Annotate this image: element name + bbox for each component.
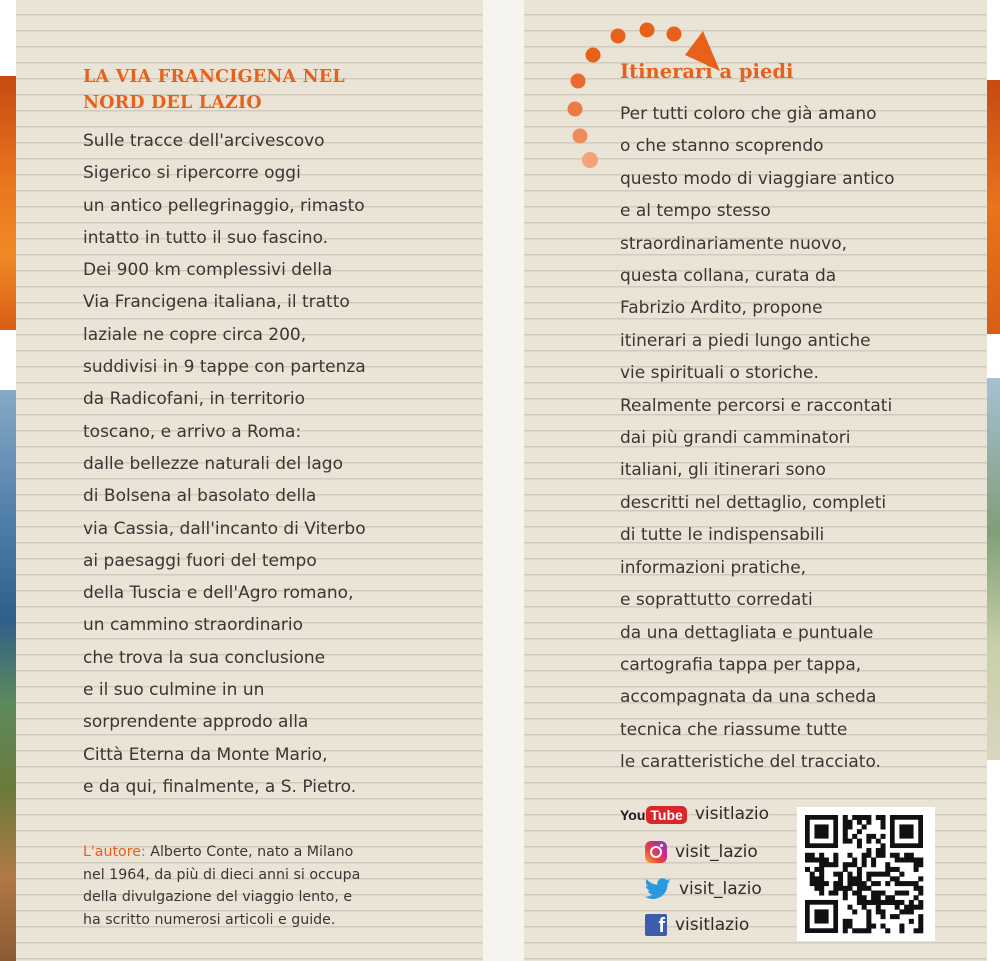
right-body-line: da una dettagliata e puntuale — [620, 622, 874, 643]
left-body-line: Sigerico si ripercorre oggi — [83, 163, 301, 184]
left-body-line: sorprendente approdo alla — [83, 712, 309, 733]
qr-module — [843, 820, 848, 825]
qr-module — [847, 881, 852, 886]
qr-module — [829, 862, 834, 867]
right-body-line: cartografia tappa per tappa, — [620, 654, 862, 675]
qr-module — [881, 843, 886, 848]
qr-module — [857, 872, 862, 877]
qr-module — [866, 815, 871, 820]
qr-module — [833, 853, 838, 858]
right-body-line: le caratteristiche del tracciato. — [620, 752, 881, 773]
right-body-line: Per tutti coloro che già amano — [620, 104, 877, 124]
logo-dot — [573, 129, 588, 144]
qr-module — [847, 905, 852, 910]
qr-module — [819, 853, 824, 858]
qr-module — [904, 891, 909, 896]
qr-module — [866, 886, 871, 891]
qr-module — [881, 820, 886, 825]
qr-module — [857, 820, 862, 825]
qr-module — [814, 857, 819, 862]
qr-module — [843, 824, 848, 829]
qr-module — [895, 905, 900, 910]
qr-module — [838, 876, 843, 881]
qr-module — [881, 853, 886, 858]
qr-module — [866, 853, 871, 858]
instagram-icon — [645, 841, 667, 863]
right-body-line: vie spirituali o storiche. — [620, 363, 819, 384]
qr-module — [857, 881, 862, 886]
qr-module — [843, 895, 848, 900]
edge-white-band-right — [987, 334, 1000, 378]
qr-module — [833, 881, 838, 886]
author-line: ha scritto numerosi articoli e guide. — [83, 911, 336, 928]
qr-module — [852, 881, 857, 886]
right-body-line: descritti nel dettaglio, completi — [620, 492, 887, 513]
right-body-line: straordinariamente nuovo, — [620, 233, 847, 254]
qr-module — [876, 900, 881, 905]
facebook-link[interactable] — [645, 914, 749, 936]
qr-module — [895, 881, 900, 886]
left-body-line: un antico pellegrinaggio, rimasto — [83, 195, 365, 216]
qr-module — [866, 839, 871, 844]
qr-module — [876, 891, 881, 896]
qr-module — [881, 848, 886, 853]
qr-module — [838, 872, 843, 877]
author-name-text: Alberto Conte, nato a Milano — [145, 844, 354, 860]
qr-module — [819, 876, 824, 881]
qr-module — [871, 924, 876, 929]
qr-module — [847, 862, 852, 867]
qr-module — [885, 872, 890, 877]
qr-module — [914, 857, 919, 862]
qr-module — [852, 891, 857, 896]
qr-module — [857, 886, 862, 891]
youtube-link[interactable] — [620, 804, 769, 824]
qr-module — [852, 862, 857, 867]
qr-module — [824, 862, 829, 867]
left-body-line: dalle bellezze naturali del lago — [83, 453, 343, 474]
qr-module — [885, 928, 890, 933]
qr-module — [847, 853, 852, 858]
qr-module — [819, 886, 824, 891]
twitter-handle: visit_lazio — [679, 879, 762, 899]
qr-module — [862, 928, 867, 933]
qr-module — [862, 900, 867, 905]
left-body-line: della Tuscia e dell'Agro romano, — [83, 583, 354, 604]
left-body-line: laziale ne copre circa 200, — [83, 324, 307, 345]
left-body-line: e da qui, finalmente, a S. Pietro. — [83, 776, 357, 797]
qr-module — [866, 876, 871, 881]
left-body-line: che trova la sua conclusione — [83, 647, 326, 668]
qr-module — [881, 924, 886, 929]
qr-module — [819, 881, 824, 886]
qr-module — [838, 881, 843, 886]
logo-dot — [568, 102, 583, 117]
left-body-line: intatto in tutto il suo fascino. — [83, 227, 329, 248]
qr-module — [862, 857, 867, 862]
qr-module — [899, 857, 904, 862]
qr-module — [862, 815, 867, 820]
left-body-line: toscano, e arrivo a Roma: — [83, 421, 302, 442]
qr-module — [885, 867, 890, 872]
right-body-line: o che stanno scoprendo — [620, 136, 824, 157]
facebook-handle: visitlazio — [675, 915, 750, 935]
qr-finder — [899, 824, 913, 838]
qr-module — [899, 900, 904, 905]
left-title — [83, 64, 443, 116]
qr-module — [810, 872, 815, 877]
qr-module — [819, 857, 824, 862]
right-body-line: e al tempo stesso — [620, 201, 771, 222]
edge-photo-orange — [0, 76, 16, 330]
qr-module — [871, 881, 876, 886]
qr-module — [895, 853, 900, 858]
qr-module — [918, 857, 923, 862]
qr-code[interactable] — [797, 807, 935, 941]
qr-module — [871, 834, 876, 839]
right-body-line: Fabrizio Ardito, propone — [620, 298, 823, 319]
qr-module — [819, 891, 824, 896]
qr-module — [852, 857, 857, 862]
qr-module — [914, 867, 919, 872]
qr-module — [881, 834, 886, 839]
qr-module — [810, 857, 815, 862]
right-body-line: di tutte le indispensabili — [620, 525, 825, 546]
author-bio — [83, 841, 463, 931]
qr-module — [819, 862, 824, 867]
qr-module — [914, 886, 919, 891]
qr-module — [918, 886, 923, 891]
edge-map-right — [987, 378, 1000, 760]
qr-finder — [814, 824, 828, 838]
right-body-line: tecnica che riassume tutte — [620, 719, 848, 740]
qr-module — [881, 909, 886, 914]
qr-module — [857, 928, 862, 933]
author-label: L'autore: — [83, 844, 146, 860]
qr-module — [918, 900, 923, 905]
qr-module — [847, 820, 852, 825]
qr-module — [866, 914, 871, 919]
qr-module — [824, 857, 829, 862]
qr-module — [866, 820, 871, 825]
left-title-line: LA VIA FRANCIGENA NEL — [83, 67, 345, 87]
left-body-line: di Bolsena al basolato della — [83, 486, 317, 507]
author-line: della divulgazione del viaggio lento, e — [83, 889, 353, 905]
logo-dot — [582, 152, 598, 168]
qr-module — [904, 905, 909, 910]
left-body-line: da Radicofani, in territorio — [83, 389, 306, 410]
left-body-line: via Cassia, dall'incanto di Viterbo — [83, 518, 366, 539]
qr-module — [866, 924, 871, 929]
right-body-line: itinerari a piedi lungo antiche — [620, 330, 871, 351]
qr-module — [866, 928, 871, 933]
qr-module — [904, 857, 909, 862]
qr-module — [862, 881, 867, 886]
qr-module — [814, 867, 819, 872]
qr-module — [847, 924, 852, 929]
qr-module — [918, 905, 923, 910]
qr-module — [909, 909, 914, 914]
qr-module — [871, 891, 876, 896]
right-body-line: questa collana, curata da — [620, 266, 837, 287]
qr-module — [843, 924, 848, 929]
qr-module — [885, 895, 890, 900]
qr-module — [862, 895, 867, 900]
right-title: Itinerari a piedi — [620, 60, 794, 83]
qr-module — [890, 914, 895, 919]
author-line — [83, 841, 463, 864]
logo-dot — [586, 48, 601, 63]
qr-module — [814, 876, 819, 881]
qr-module — [843, 834, 848, 839]
qr-module — [866, 834, 871, 839]
logo-dot — [640, 23, 655, 38]
left-body-line: e il suo culmine in un — [83, 680, 265, 701]
qr-module — [847, 872, 852, 877]
qr-module — [829, 891, 834, 896]
qr-module — [904, 881, 909, 886]
left-body-line: suddivisi in 9 tappe con partenza — [83, 357, 366, 378]
qr-module — [866, 919, 871, 924]
qr-module — [810, 881, 815, 886]
qr-module — [899, 909, 904, 914]
qr-module — [890, 876, 895, 881]
qr-module — [918, 928, 923, 933]
qr-module — [871, 857, 876, 862]
qr-module — [843, 891, 848, 896]
qr-module — [899, 928, 904, 933]
qr-module — [857, 839, 862, 844]
youtube-handle: visitlazio — [694, 804, 770, 824]
qr-module — [857, 867, 862, 872]
qr-module — [833, 872, 838, 877]
qr-module — [914, 928, 919, 933]
right-body-line: dai più grandi camminatori — [620, 428, 851, 449]
qr-module — [862, 886, 867, 891]
qr-module — [909, 853, 914, 858]
qr-module — [843, 919, 848, 924]
right-body-line: e soprattutto corredati — [620, 590, 813, 611]
qr-module — [814, 886, 819, 891]
qr-module — [843, 862, 848, 867]
qr-module — [904, 853, 909, 858]
qr-module — [876, 909, 881, 914]
qr-module — [805, 857, 810, 862]
qr-module — [843, 829, 848, 834]
qr-module — [876, 872, 881, 877]
qr-module — [914, 862, 919, 867]
qr-module — [852, 876, 857, 881]
qr-module — [866, 909, 871, 914]
qr-module — [805, 867, 810, 872]
qr-module — [876, 905, 881, 910]
qr-module — [914, 881, 919, 886]
qr-module — [814, 881, 819, 886]
qr-module — [876, 853, 881, 858]
left-title-line: NORD DEL LAZIO — [83, 93, 262, 113]
left-body-line: Città Eterna da Monte Mario, — [83, 744, 328, 765]
qr-module — [847, 824, 852, 829]
qr-module — [918, 862, 923, 867]
logo-dot — [667, 27, 682, 42]
qr-module — [918, 924, 923, 929]
qr-module — [843, 839, 848, 844]
qr-module — [876, 895, 881, 900]
qr-module — [881, 891, 886, 896]
qr-module — [881, 815, 886, 820]
qr-module — [866, 848, 871, 853]
instagram-handle: visit_lazio — [675, 842, 758, 862]
qr-module — [847, 919, 852, 924]
qr-module — [810, 853, 815, 858]
center-gutter — [483, 0, 524, 961]
qr-module — [876, 815, 881, 820]
qr-module — [895, 876, 900, 881]
qr-module — [824, 881, 829, 886]
qr-module — [876, 881, 881, 886]
edge-photo-landscape — [0, 390, 16, 961]
qr-module — [918, 876, 923, 881]
qr-module — [843, 815, 848, 820]
qr-module — [857, 891, 862, 896]
qr-module — [810, 876, 815, 881]
qr-module — [914, 905, 919, 910]
qr-module — [876, 848, 881, 853]
edge-white-band — [0, 330, 16, 390]
author-line: nel 1964, da più di dieci anni si occupa — [83, 866, 361, 883]
right-body-line: italiani, gli itinerari sono — [620, 460, 826, 481]
qr-module — [857, 895, 862, 900]
qr-module — [857, 843, 862, 848]
qr-module — [857, 876, 862, 881]
qr-module — [899, 924, 904, 929]
qr-module — [833, 862, 838, 867]
qr-module — [871, 900, 876, 905]
left-body-line: un cammino straordinario — [83, 615, 303, 636]
left-body-text — [83, 125, 443, 803]
qr-module — [852, 928, 857, 933]
qr-module — [862, 905, 867, 910]
qr-module — [862, 853, 867, 858]
qr-module — [847, 839, 852, 844]
qr-module — [862, 824, 867, 829]
logo-dot — [571, 74, 586, 89]
qr-module — [909, 905, 914, 910]
qr-module — [871, 872, 876, 877]
qr-module — [890, 867, 895, 872]
qr-module — [881, 872, 886, 877]
qr-module — [895, 891, 900, 896]
edge-photo-orange-right — [987, 80, 1000, 334]
right-body-line: accompagnata da una scheda — [620, 687, 877, 708]
qr-module — [843, 867, 848, 872]
qr-finder — [814, 909, 828, 923]
qr-module — [833, 891, 838, 896]
qr-module — [866, 872, 871, 877]
qr-module — [852, 909, 857, 914]
qr-module — [899, 891, 904, 896]
qr-module — [899, 881, 904, 886]
qr-module — [857, 900, 862, 905]
qr-module — [904, 909, 909, 914]
right-body-text — [620, 98, 980, 779]
left-body-line: Via Francigena italiana, il tratto — [83, 292, 350, 313]
qr-module — [862, 862, 867, 867]
youtube-logo-you: You — [620, 806, 646, 823]
qr-module — [857, 829, 862, 834]
qr-module — [918, 914, 923, 919]
youtube-logo-tube: Tube — [646, 806, 686, 824]
qr-module — [918, 919, 923, 924]
qr-module — [895, 857, 900, 862]
qr-module — [881, 900, 886, 905]
left-body-line: Sulle tracce dell'arcivescovo — [83, 131, 325, 151]
qr-module — [914, 895, 919, 900]
qr-module — [819, 872, 824, 877]
qr-module — [890, 900, 895, 905]
qr-module — [876, 839, 881, 844]
qr-module — [866, 900, 871, 905]
qr-module — [885, 862, 890, 867]
right-body-line: Realmente percorsi e raccontati — [620, 395, 893, 416]
qr-module — [899, 872, 904, 877]
qr-module — [843, 886, 848, 891]
qr-module — [847, 886, 852, 891]
qr-module — [885, 881, 890, 886]
qr-module — [895, 900, 900, 905]
qr-module — [833, 857, 838, 862]
qr-module — [852, 815, 857, 820]
right-body-line: informazioni pratiche, — [620, 557, 807, 578]
instagram-link[interactable] — [645, 841, 758, 863]
qr-module — [881, 824, 886, 829]
qr-module — [895, 914, 900, 919]
facebook-icon: f — [645, 914, 667, 936]
qr-module — [890, 895, 895, 900]
qr-module — [871, 862, 876, 867]
right-body-line: questo modo di viaggiare antico — [620, 168, 895, 189]
qr-module — [852, 834, 857, 839]
left-body-line: ai paesaggi fuori del tempo — [83, 550, 317, 571]
qr-module — [909, 881, 914, 886]
qr-module — [918, 891, 923, 896]
qr-module — [885, 900, 890, 905]
qr-module — [890, 853, 895, 858]
qr-module — [857, 815, 862, 820]
qr-module — [805, 853, 810, 858]
qr-module — [843, 928, 848, 933]
qr-module — [881, 914, 886, 919]
qr-module — [909, 900, 914, 905]
qr-module — [833, 886, 838, 891]
qr-module — [871, 895, 876, 900]
logo-dot — [611, 29, 626, 44]
twitter-icon — [645, 878, 671, 900]
left-body-line: Dei 900 km complessivi della — [83, 260, 333, 281]
youtube-icon — [620, 805, 687, 824]
qr-module — [895, 867, 900, 872]
qr-module — [847, 876, 852, 881]
qr-module — [909, 919, 914, 924]
qr-module — [838, 886, 843, 891]
twitter-link[interactable] — [645, 878, 762, 900]
qr-module — [819, 867, 824, 872]
qr-module — [909, 857, 914, 862]
